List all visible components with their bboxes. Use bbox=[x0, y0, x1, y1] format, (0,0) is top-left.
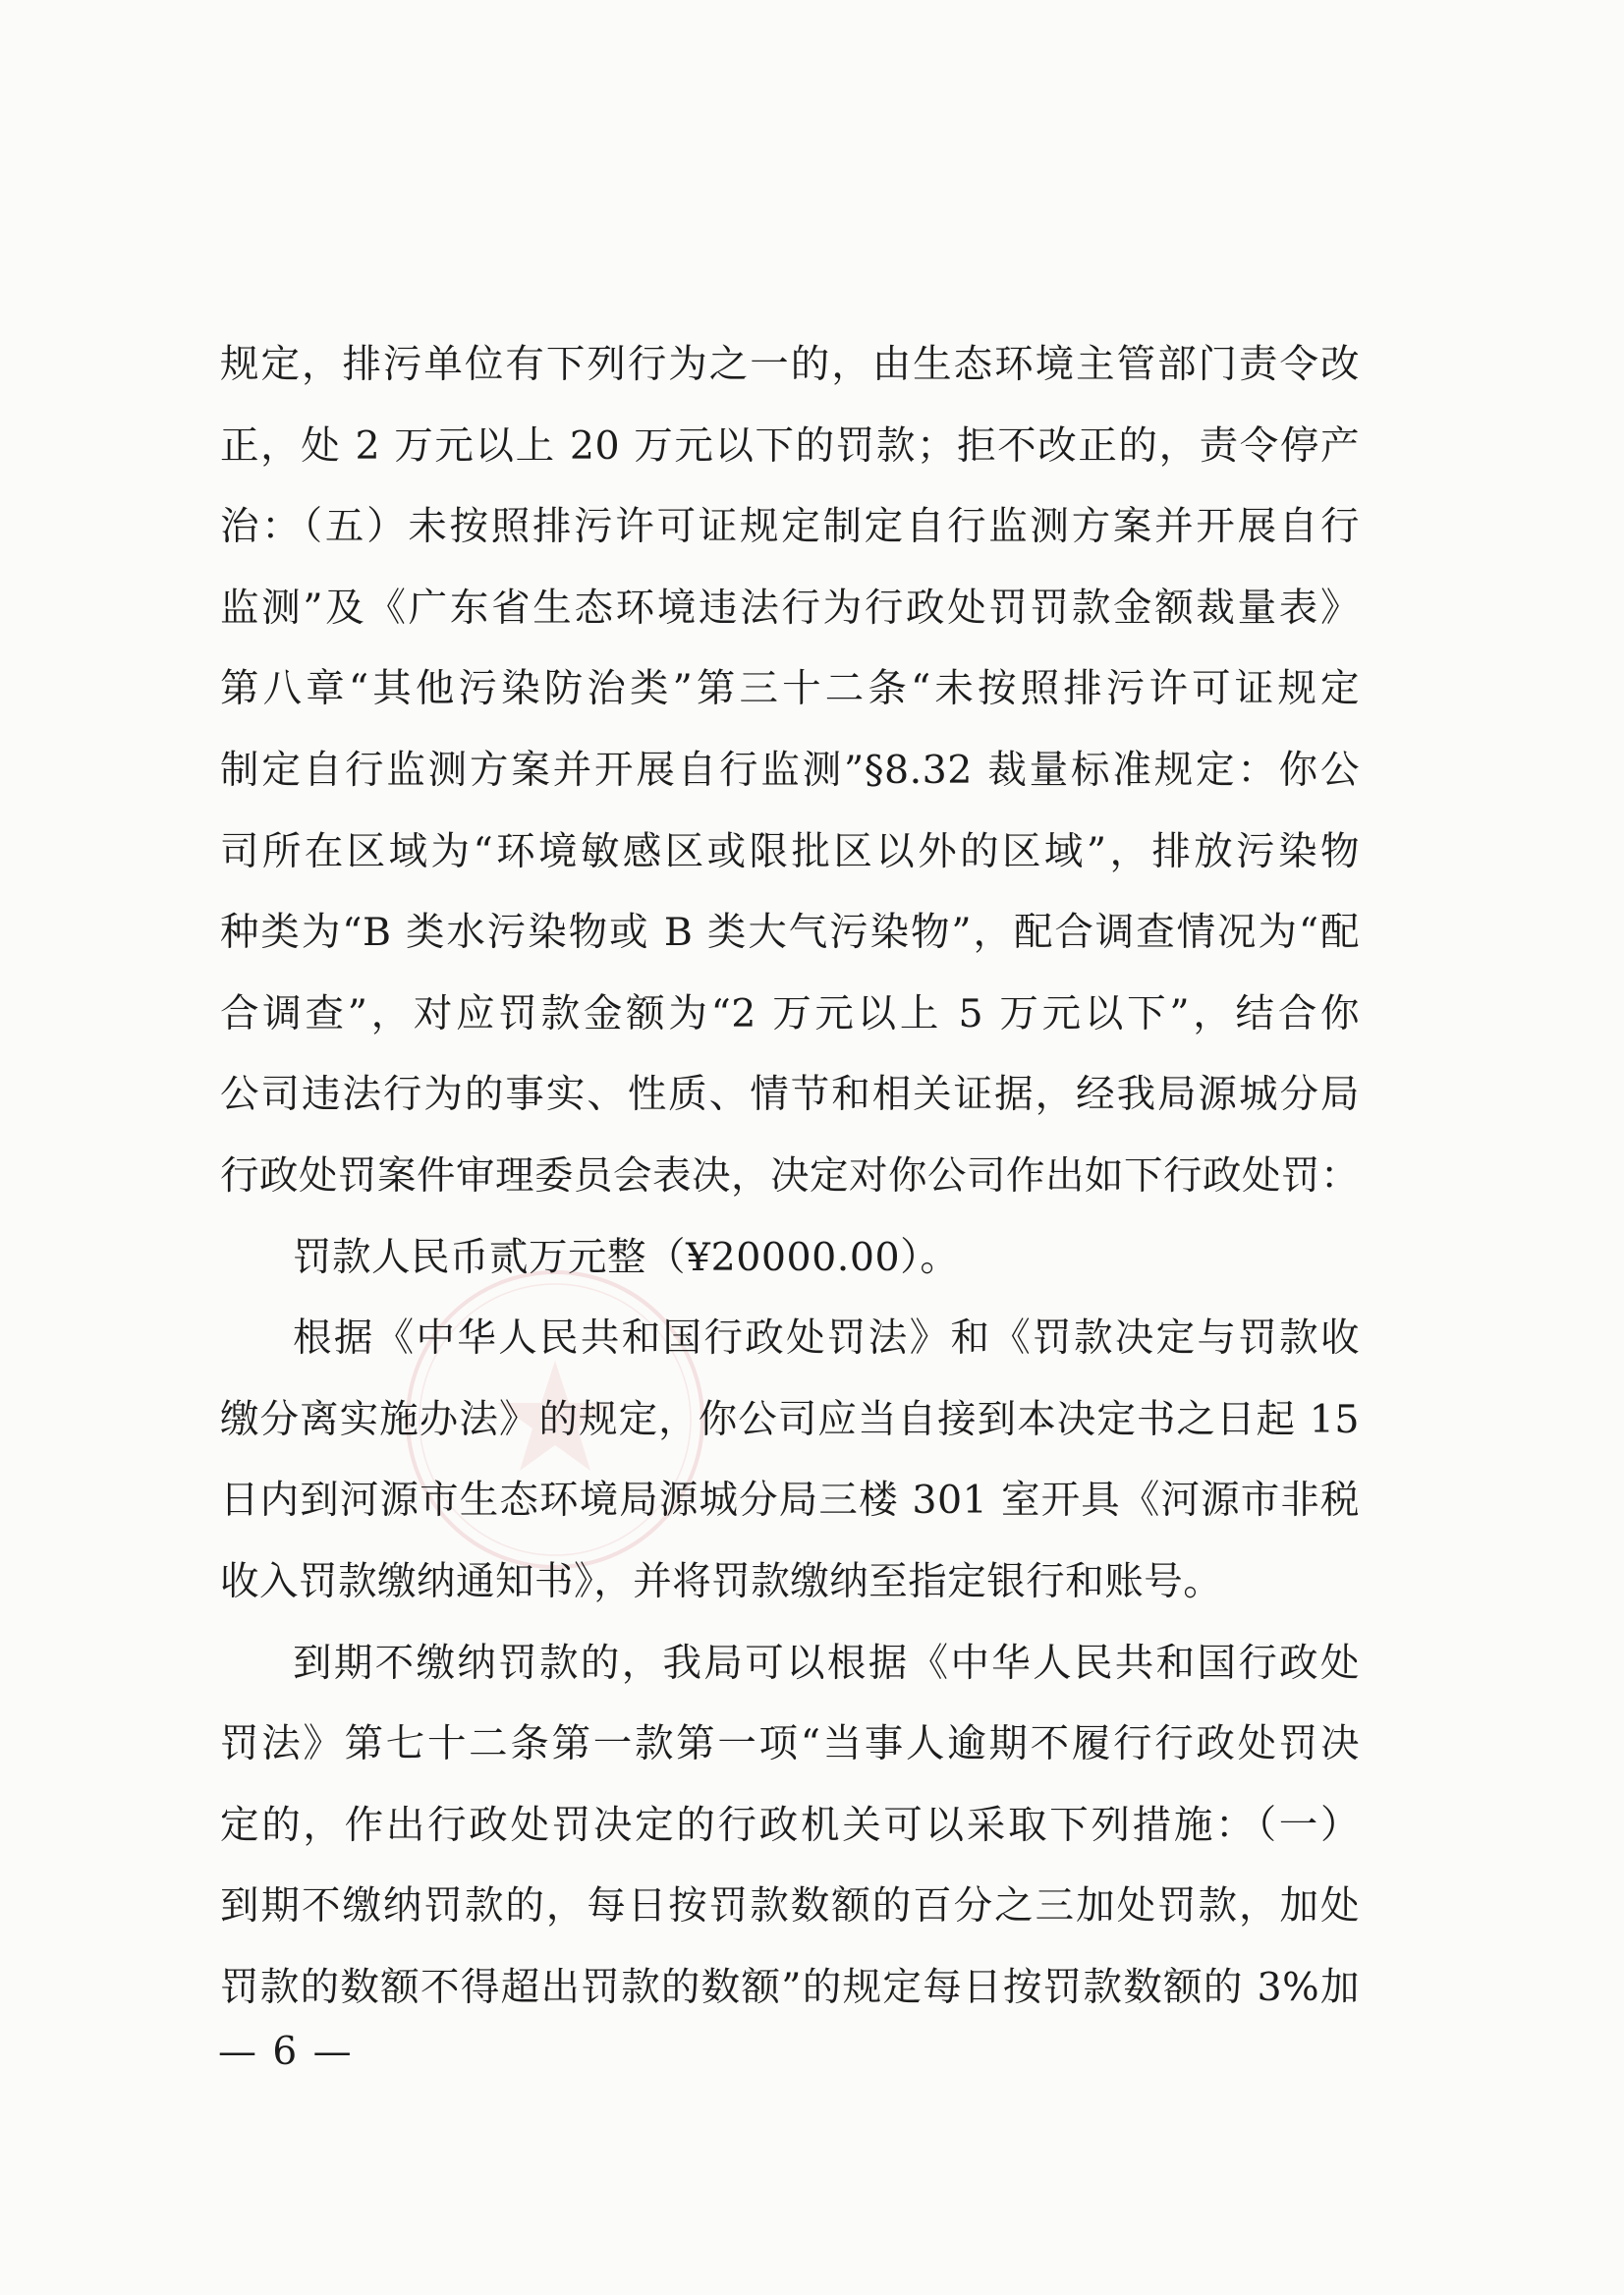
text-line-3: 治：（五）未按照排污许可证规定制定自行监测方案并开展自行 bbox=[220, 504, 1360, 550]
text-line-21: 罚款的数额不得超出罚款的数额”的规定每日按罚款数额的 3%加 bbox=[220, 1964, 1360, 2010]
text-line-15: 日内到河源市生态环境局源城分局三楼 301 室开具《河源市非税 bbox=[220, 1478, 1360, 1524]
text-line-20: 到期不缴纳罚款的，每日按罚款数额的百分之三加处罚款，加处 bbox=[220, 1883, 1360, 1930]
text-line-19: 定的，作出行政处罚决定的行政机关可以采取下列措施：（一） bbox=[220, 1802, 1360, 1848]
text-line-11: 行政处罚案件审理委员会表决，决定对你公司作出如下行政处罚： bbox=[220, 1152, 1360, 1199]
text-line-5: 第八章“其他污染防治类”第三十二条“未按照排污许可证规定 bbox=[220, 666, 1360, 712]
text-line-4: 监测”及《广东省生态环境违法行为行政处罚罚款金额裁量表》 bbox=[220, 585, 1360, 631]
text-line-9: 合调查”，对应罚款金额为“2 万元以上 5 万元以下”，结合你 bbox=[220, 990, 1360, 1036]
text-line-7: 司所在区域为“环境敏感区或限批区以外的区域”，排放污染物 bbox=[220, 828, 1360, 874]
text-line-6: 制定自行监测方案并开展自行监测”§8.32 裁量标准规定：你公 bbox=[220, 747, 1360, 793]
page-number: — 6 — bbox=[218, 2030, 354, 2074]
text-line-1: 规定，排污单位有下列行为之一的，由生态环境主管部门责令改 bbox=[220, 342, 1360, 387]
text-line-16: 收入罚款缴纳通知书》，并将罚款缴纳至指定银行和账号。 bbox=[220, 1558, 1223, 1604]
text-line-10: 公司违法行为的事实、性质、情节和相关证据，经我局源城分局 bbox=[220, 1072, 1360, 1118]
text-line-13: 根据《中华人民共和国行政处罚法》和《罚款决定与罚款收 bbox=[293, 1315, 1360, 1362]
text-line-18: 罚法》第七十二条第一款第一项“当事人逾期不履行行政处罚决 bbox=[220, 1721, 1360, 1767]
document-body bbox=[220, 324, 1360, 2028]
text-line-14: 缴分离实施办法》的规定，你公司应当自接到本决定书之日起 15 bbox=[220, 1396, 1360, 1442]
text-line-17: 到期不缴纳罚款的，我局可以根据《中华人民共和国行政处 bbox=[293, 1640, 1360, 1686]
text-line-2: 正，处 2 万元以上 20 万元以下的罚款；拒不改正的，责令停产 bbox=[220, 422, 1360, 469]
text-line-8: 种类为“B 类水污染物或 B 类大气污染物”，配合调查情况为“配 bbox=[220, 910, 1360, 956]
fine-amount-line: 罚款人民币贰万元整（¥20000.00）。 bbox=[293, 1234, 960, 1280]
